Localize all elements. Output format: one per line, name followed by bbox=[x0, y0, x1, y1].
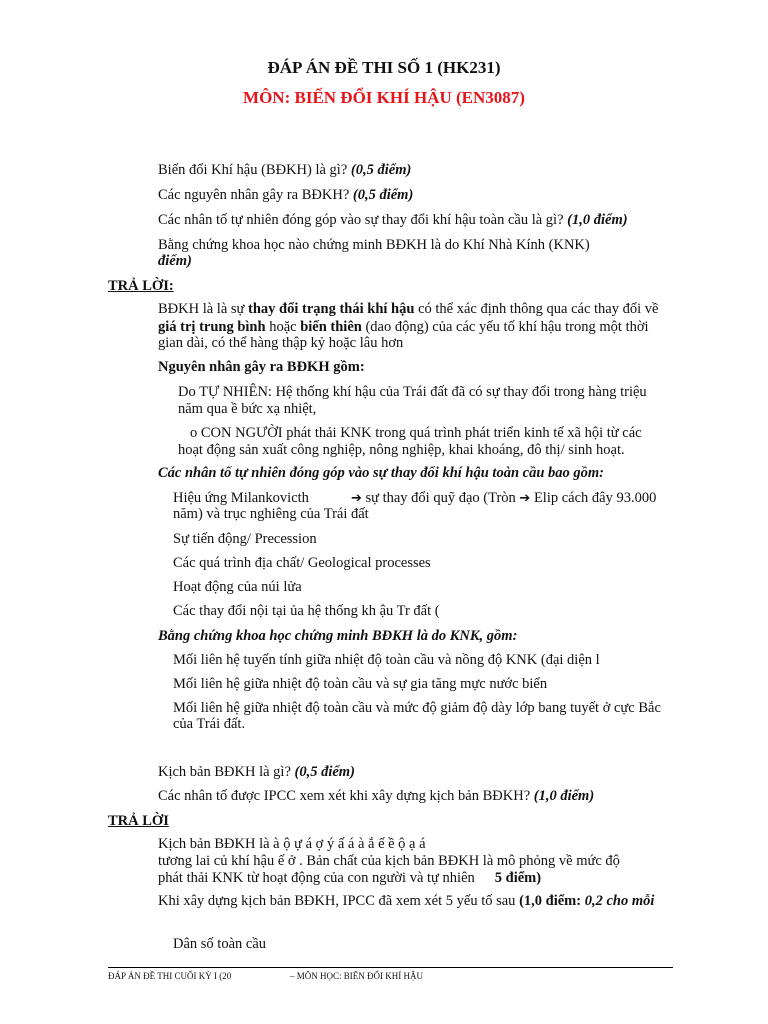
factor-milankovitch: Hiệu ứng Milankovicth ➔ sự thay đổi quỹ đạo (Tròn ➔ Elip cách đây 93.000 bbox=[173, 490, 657, 506]
definition-line-2: giá trị trung bình hoặc biến thiên (dao động) của các yếu tố khí hậu trong một thời bbox=[158, 319, 649, 335]
document-title: ĐÁP ÁN ĐỀ THI SỐ 1 (HK231) bbox=[267, 58, 501, 77]
subject-title: MÔN: BIẾN ĐỔI KHÍ HẬU (EN3087) bbox=[243, 88, 525, 107]
evidence-heading: Bằng chứng khoa học chứng minh BĐKH là do KNK, gồm: bbox=[158, 628, 518, 644]
question-5: Kịch bản BĐKH là gì? (0,5 điểm) bbox=[158, 764, 355, 780]
scenario-line-2: tương lai củ khí hậu ế ở . Bản chất của kịch bản BĐKH là mô phỏng về mức độ bbox=[158, 853, 620, 869]
answer-heading-1: TRẢ LỜI: bbox=[108, 278, 174, 294]
factor-volcano: Hoạt động của núi lửa bbox=[173, 579, 302, 595]
footer-right: – MÔN HỌC: BIẾN ĐỔI KHÍ HẬU bbox=[290, 971, 423, 981]
footer-divider bbox=[108, 967, 673, 968]
question-2: Các nguyên nhân gây ra BĐKH? (0,5 điểm) bbox=[158, 187, 414, 203]
cause-human-line-2: hoạt động sản xuất công nghiệp, nông nghiệp, khai khoáng, đô thị/ sinh hoạt. bbox=[178, 442, 625, 458]
evidence-3-line-1: Mối liên hệ giữa nhiệt độ toàn cầu và mức độ giảm độ dày lớp bang tuyết ở cực Bắc bbox=[173, 700, 661, 716]
arrow-right-icon: ➔ bbox=[519, 491, 531, 506]
question-3: Các nhân tố tự nhiên đóng góp vào sự thay đổi khí hậu toàn cầu là gì? (1,0 điểm) bbox=[158, 212, 628, 228]
definition-line-3: gian dài, có thể hàng thập kỷ hoặc lâu hơn bbox=[158, 335, 404, 351]
question-1: Biến đổi Khí hậu (BĐKH) là gì? (0,5 điểm) bbox=[158, 162, 412, 178]
question-4-points: điểm) bbox=[158, 253, 192, 269]
answer-heading-2: TRẢ LỜI bbox=[108, 813, 169, 829]
factor-milankovitch-line-2: năm) và trục nghiêng của Trái đất bbox=[173, 506, 369, 522]
cause-human-line-1: o CON NGƯỜI phát thải KNK trong quá trình phát triển kinh tế xã hội từ các bbox=[190, 425, 642, 441]
footer-left: ĐÁP ÁN ĐỀ THI CUỐI KỲ I (20 bbox=[108, 971, 232, 981]
factors-heading: Các nhân tố tự nhiên đóng góp vào sự thay đổi khí hậu toàn cầu bao gồm: bbox=[158, 465, 605, 481]
definition-line-1: BĐKH là là sự thay đổi trạng thái khí hậu có thể xác định thông qua các thay đổi về bbox=[158, 301, 659, 317]
ipcc-factor-population: Dân số toàn cầu bbox=[173, 936, 267, 952]
evidence-2: Mối liên hệ giữa nhiệt độ toàn cầu và sự gia tăng mực nước biển bbox=[173, 676, 548, 692]
evidence-3-line-2: của Trái đất. bbox=[173, 716, 246, 732]
cause-natural-line-1: Do TỰ NHIÊN: Hệ thống khí hậu của Trái đất đã có sự thay đổi trong hàng triệu bbox=[178, 384, 647, 400]
question-6: Các nhân tố được IPCC xem xét khi xây dựng kịch bản BĐKH? (1,0 điểm) bbox=[158, 788, 595, 804]
causes-heading: Nguyên nhân gây ra BĐKH gồm: bbox=[158, 359, 365, 375]
factor-internal: Các thay đổi nội tại ủa hệ thống kh ậu Tr đất ( bbox=[173, 603, 440, 619]
cause-natural-line-2: năm qua ề bức xạ nhiệt, bbox=[178, 401, 317, 417]
scenario-line-3: phát thải KNK từ hoạt động của con người và tự nhiên 5 điểm) bbox=[158, 870, 542, 886]
question-4: Bằng chứng khoa học nào chứng minh BĐKH là do Khí Nhà Kính (KNK) bbox=[158, 237, 590, 253]
scenario-line-1: Kịch bản BĐKH là à ộ ự á ợ ý ấ á à ắ ế ề ộ ạ á bbox=[158, 836, 426, 852]
evidence-1: Mối liên hệ tuyến tính giữa nhiệt độ toàn cầu và nồng độ KNK (đại diện l bbox=[173, 652, 600, 668]
factor-precession: Sự tiến động/ Precession bbox=[173, 531, 317, 547]
arrow-right-icon: ➔ bbox=[350, 491, 362, 506]
factor-geological: Các quá trình địa chất/ Geological processes bbox=[173, 555, 431, 571]
ipcc-factors-line: Khi xây dựng kịch bản BĐKH, IPCC đã xem xét 5 yếu tố sau (1,0 điểm: 0,2 cho mỗi bbox=[158, 893, 655, 909]
